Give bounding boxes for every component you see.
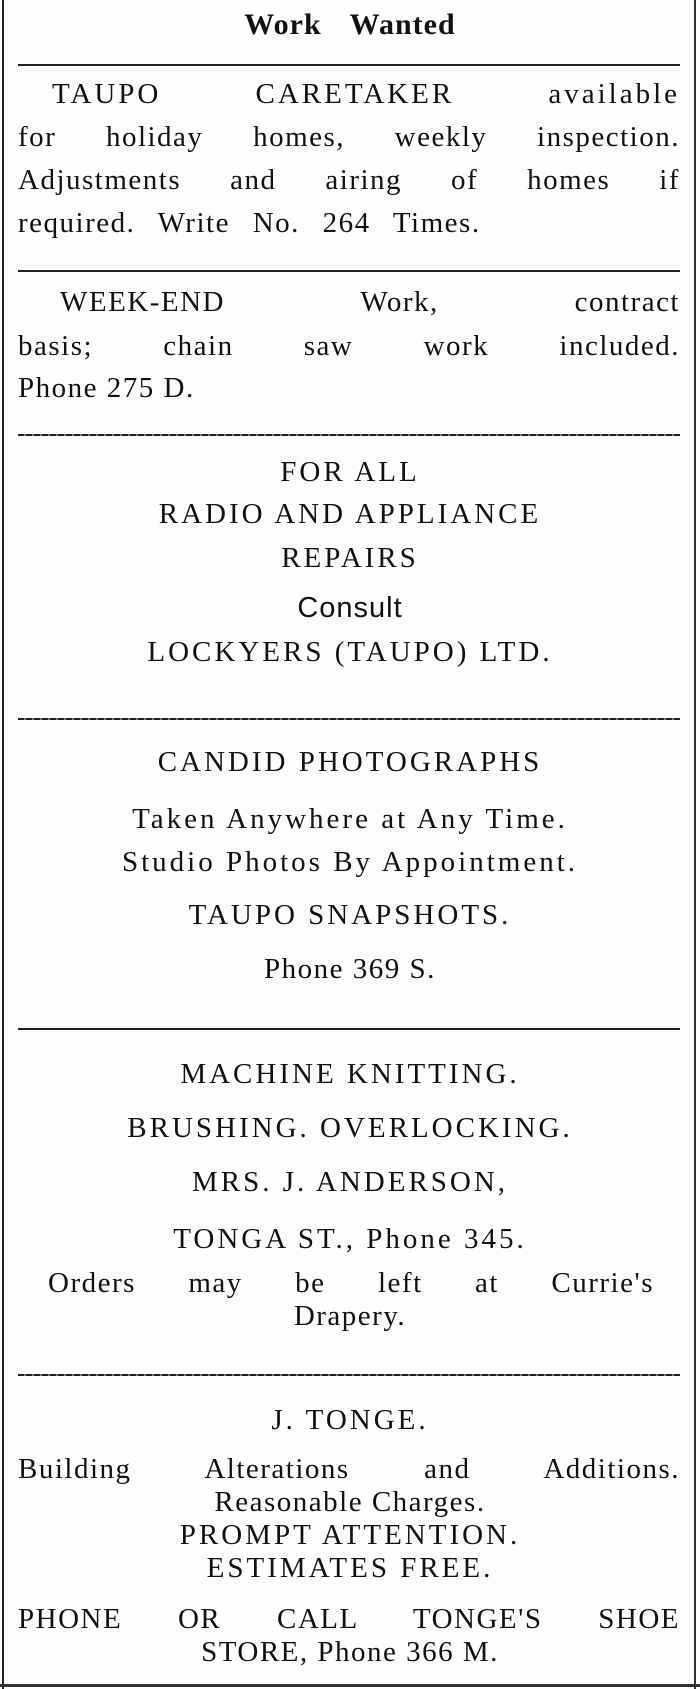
ad-line: Taken Anywhere at Any Time. (132, 803, 568, 835)
column-bottom-rule (0, 1684, 700, 1687)
ad-line: Drapery. (293, 1300, 407, 1332)
ad-line: Adjustments and airing of homes if (18, 164, 680, 196)
ad-line: MRS. J. ANDERSON, (191, 1166, 509, 1198)
ad-line: WEEK-END Work, contract (60, 286, 680, 318)
ad-line: Reasonable Charges. (214, 1486, 486, 1518)
ad-line: Consult (297, 592, 403, 624)
ad-line: Phone 275 D. (18, 372, 195, 404)
ad-line: TAUPO SNAPSHOTS. (188, 899, 512, 931)
ad-line: Orders may be left at Currie's (48, 1267, 654, 1299)
ad-line: CANDID PHOTOGRAPHS (157, 746, 543, 778)
ad-line: for holiday homes, weekly inspection. (18, 121, 680, 153)
ad-line: REPAIRS (281, 542, 419, 574)
ad-line: LOCKYERS (TAUPO) LTD. (147, 636, 553, 668)
ad-line: TONGA ST., Phone 345. (173, 1223, 527, 1255)
ad-line: J. TONGE. (271, 1404, 429, 1436)
divider (18, 1374, 680, 1376)
ad-line: PROMPT ATTENTION. (179, 1519, 521, 1551)
ad-line: TAUPO CARETAKER available (52, 78, 680, 110)
ad-line: Studio Photos By Appointment. (122, 846, 578, 878)
divider (18, 64, 680, 66)
ad-line: STORE, Phone 366 M. (201, 1636, 499, 1668)
divider (18, 434, 680, 436)
divider (18, 718, 680, 720)
ad-line: ESTIMATES FREE. (206, 1552, 494, 1584)
ad-line: Building Alterations and Additions. (18, 1453, 680, 1485)
divider (18, 1028, 680, 1030)
ad-line: FOR ALL (280, 456, 420, 488)
ad-line: Phone 369 S. (264, 953, 436, 985)
ad-line: basis; chain saw work included. (18, 330, 680, 362)
column-right-rule (694, 0, 696, 1689)
ad-line: PHONE OR CALL TONGE'S SHOE (18, 1603, 680, 1635)
heading-word-2: Wanted (349, 8, 456, 41)
heading-word-1: Work (244, 8, 322, 41)
divider (18, 270, 680, 272)
column-left-rule (2, 0, 4, 1689)
ad-line: required. Write No. 264 Times. (18, 207, 481, 239)
ad-line: RADIO AND APPLIANCE (158, 498, 542, 530)
ad-line: BRUSHING. OVERLOCKING. (127, 1112, 573, 1144)
ad-line: MACHINE KNITTING. (180, 1058, 520, 1090)
section-heading (0, 8, 700, 42)
